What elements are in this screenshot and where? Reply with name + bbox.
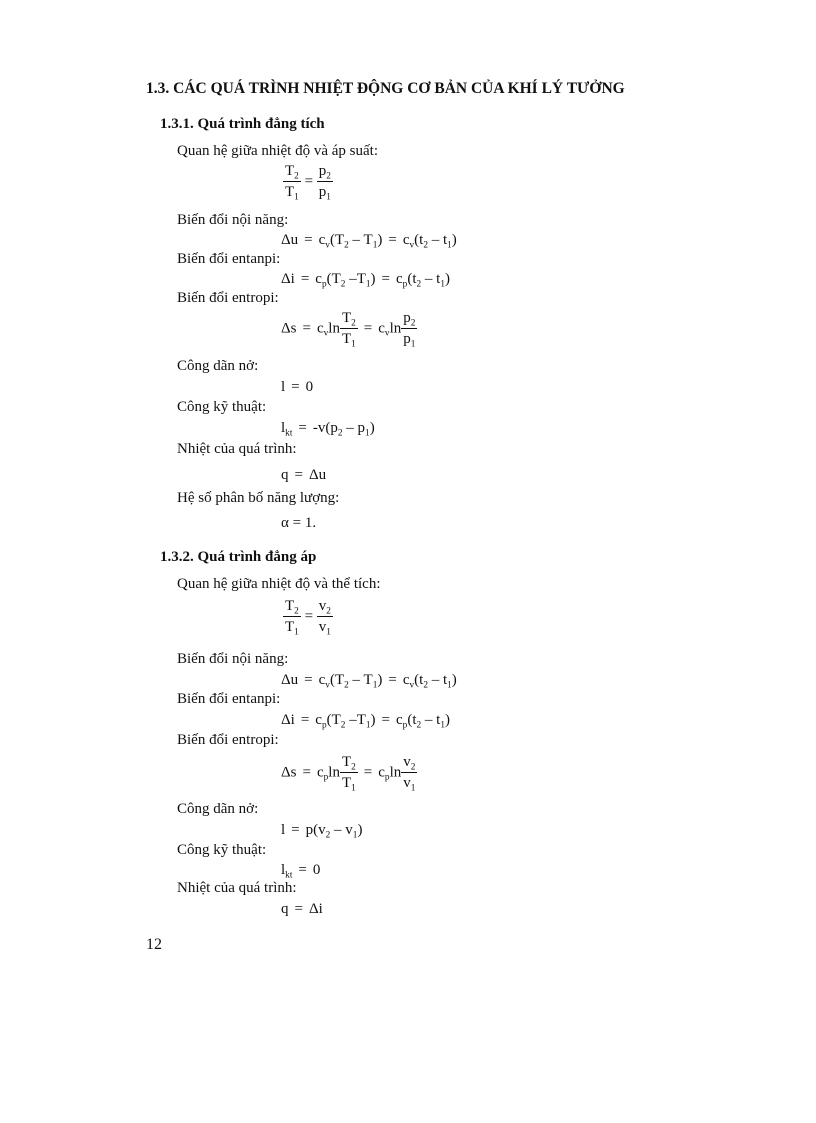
label-technical-work-1: Công kỹ thuật: [177, 399, 267, 415]
page-number: 12 [146, 936, 162, 953]
equation-expansion-work-2: $l = p(v_2 - v_1)$ [281, 822, 363, 841]
equation-temp-pressure-ratio: $\frac{T_2}{T_1}$ = $\frac{p_2}{p_1}$ [285, 163, 331, 203]
section-heading: 1.3. CÁC QUÁ TRÌNH NHIỆT ĐỘNG CƠ BẢN CỦA KHÍ LÝ TƯỞNG [146, 80, 625, 97]
equation-process-heat-2: q = Δi [281, 901, 323, 917]
equation-internal-energy-1: $\Delta u = c_v(T_2 - T_1) = c_v(t_2 - t_1)$ [281, 232, 457, 251]
equation-entropy-2: $\Delta s = c_p\ln$ $\frac{T_2}{T_1}$ = $c_p\ln$ $\frac{v_2}{v_1}$ [281, 754, 416, 794]
label-enthalpy-1: Biến đổi entanpi: [177, 251, 281, 267]
subsection-title-isobaric: 1.3.2. Quá trình đẳng áp [160, 549, 317, 565]
label-entropy-1: Biến đổi entropi: [177, 290, 279, 306]
label-enthalpy-2: Biến đổi entanpi: [177, 691, 281, 707]
label-energy-distribution: Hệ số phân bố năng lượng: [177, 490, 340, 506]
label-internal-energy-1: Biến đổi nội năng: [177, 212, 289, 228]
equation-energy-distribution: α = 1. [281, 515, 317, 531]
equation-enthalpy-2: $\Delta i = c_p(T_2$ $-T_1) = c_p(t_2 - t_1)$ [281, 712, 450, 731]
equation-internal-energy-2: $\Delta u = c_v(T_2 - T_1) = c_v(t_2 - t_1)$ [281, 672, 457, 691]
subsection-title-isochoric: 1.3.1. Quá trình đẳng tích [160, 116, 325, 132]
label-entropy-2: Biến đổi entropi: [177, 732, 279, 748]
equation-temp-volume-ratio: $\frac{T_2}{T_1}$ = $\frac{v_2}{v_1}$ [285, 598, 331, 638]
equation-technical-work-2: $l_{kt} = 0$ [281, 862, 321, 881]
label-process-heat-1: Nhiệt của quá trình: [177, 441, 297, 457]
label-internal-energy-2: Biến đổi nội năng: [177, 651, 289, 667]
label-temp-pressure: Quan hệ giữa nhiệt độ và áp suất: [177, 143, 378, 159]
label-expansion-work-2: Công dãn nở: [177, 801, 259, 817]
equation-expansion-work-1: l = 0 [281, 379, 314, 395]
label-technical-work-2: Công kỹ thuật: [177, 842, 267, 858]
equation-process-heat-1: q = Δu [281, 467, 327, 483]
label-expansion-work-1: Công dãn nở: [177, 358, 259, 374]
label-temp-volume: Quan hệ giữa nhiệt độ và thể tích: [177, 576, 381, 592]
equation-entropy-1: $\Delta s = c_v\ln$ $\frac{T_2}{T_1}$ = $c_v\ln$ $\frac{p_2}{p_1}$ [281, 310, 416, 350]
label-process-heat-2: Nhiệt của quá trình: [177, 880, 297, 896]
equation-technical-work-1: $l_{kt} = -v(p_2 - p_1)$ [281, 420, 375, 439]
equation-enthalpy-1: $\Delta i = c_p(T_2$ $-T_1) = c_p(t_2 - t_1)$ [281, 271, 450, 290]
